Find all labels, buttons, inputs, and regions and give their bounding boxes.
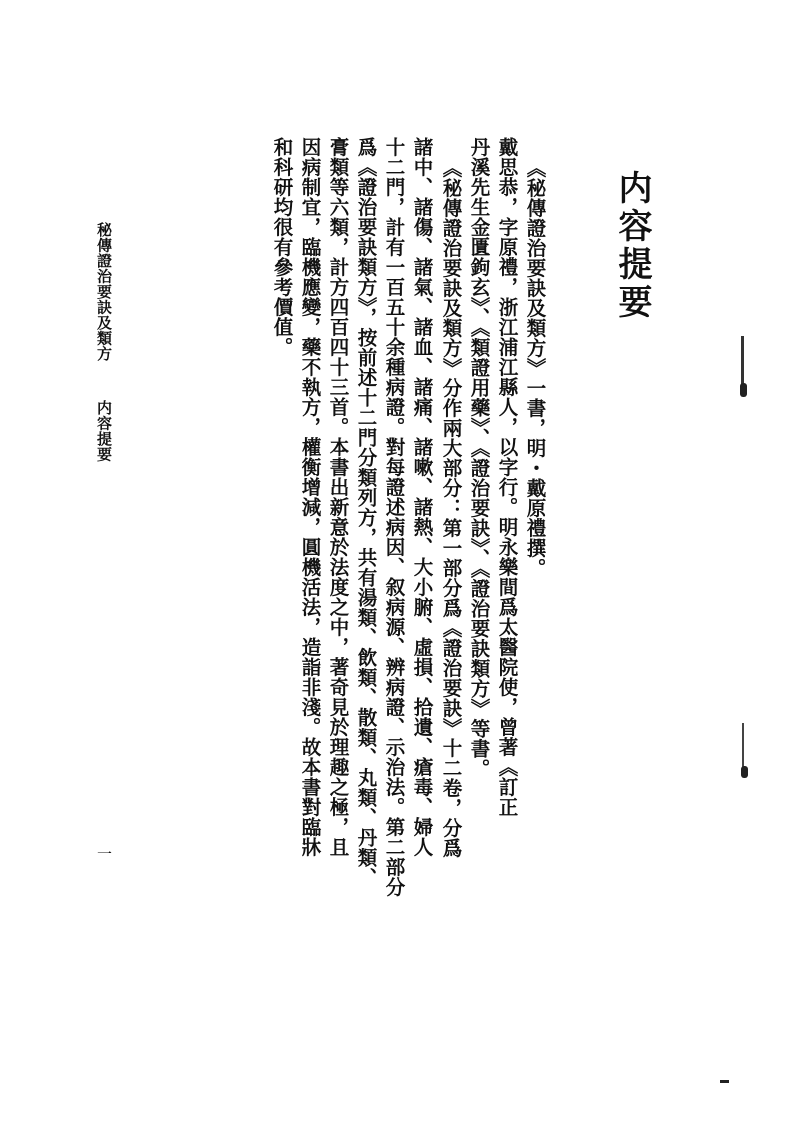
text-column-9: 因病制宜，臨機應變，藥不執方，權衡增減，圓機活法，造詣非淺。故本書對臨牀: [298, 137, 322, 857]
running-head-section: 内容提要: [95, 400, 113, 462]
text-column-3: 丹溪先生金匱鉤玄》、《類證用藥》、《證治要訣》、《證治要訣類方》等書。: [467, 137, 491, 779]
text-column-4: 《秘傳證治要訣及類方》分作兩大部分：第一部分爲《證治要訣》十二卷，分爲: [439, 158, 463, 858]
text-column-8: 膏類等六類，計方四百四十三首。本書出新意於法度之中，著奇見於理趣之極，且: [326, 137, 350, 857]
scan-speck: [720, 1080, 729, 1083]
text-column-1: 《秘傳證治要訣及類方》一書，明・戴原禮撰。: [523, 158, 547, 578]
text-column-10: 和科研均很有參考價值。: [270, 137, 294, 357]
text-column-6: 十二門，計有一百五十余種病證。對每證述病因、叙病源、辨病證、示治法。第二部分: [382, 137, 406, 897]
running-head-book: 秘傳證治要訣及類方: [95, 222, 113, 362]
binding-mark-bottom-dot: [741, 766, 748, 778]
text-column-5: 諸中、諸傷、諸氣、諸血、諸痛、諸嗽、諸熱、大小腑、虛損、拾遺、瘡毒、婦人: [410, 137, 434, 857]
binding-mark-top: [741, 336, 744, 386]
text-column-2: 戴思恭，字原禮，浙江浦江縣人，以字行。明永樂間爲太醫院使，曾著《訂正: [495, 137, 519, 817]
binding-mark-bottom: [742, 723, 744, 768]
binding-mark-top-dot: [740, 383, 747, 397]
text-column-7: 爲《證治要訣類方》，按前述十二門分類列方，共有湯類、飲類、散類、丸類、丹類、: [354, 137, 378, 888]
page-title: 内容提要: [612, 170, 652, 322]
page-number: 一: [95, 846, 113, 862]
